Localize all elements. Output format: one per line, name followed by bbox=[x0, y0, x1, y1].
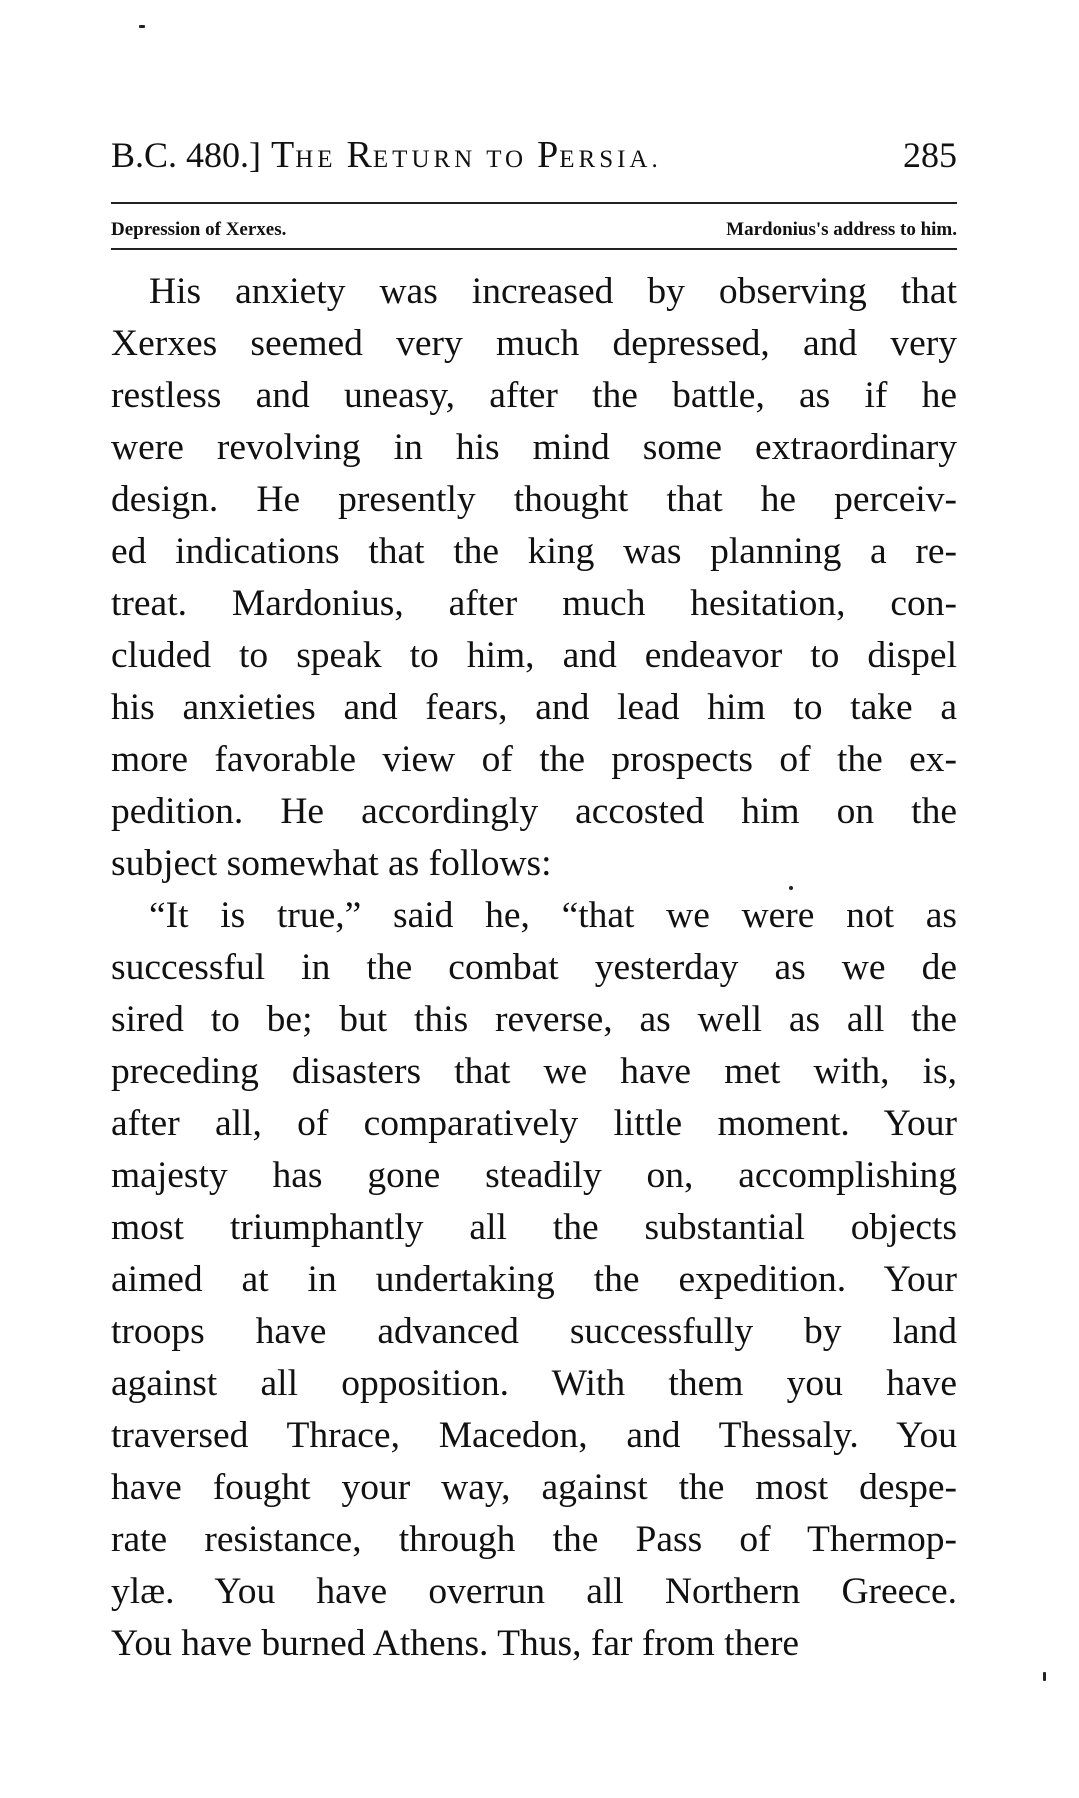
text-line: his anxieties and fears, and lead him to take a bbox=[111, 687, 957, 728]
text-line: rate resistance, through the Pass of Thermop- bbox=[111, 1519, 957, 1560]
text-line: have fought your way, against the most despe- bbox=[111, 1467, 957, 1508]
header-title-initial: P bbox=[537, 134, 560, 176]
header-date: B.C. 480.] bbox=[111, 135, 262, 175]
header-rule bbox=[111, 202, 957, 204]
text-line: aimed at in undertaking the expedition. Your bbox=[111, 1259, 957, 1300]
header-title-word bbox=[271, 135, 337, 175]
text-line: Xerxes seemed very much depressed, and very bbox=[111, 323, 957, 364]
print-speck bbox=[1043, 1672, 1046, 1681]
running-head bbox=[111, 130, 957, 180]
side-note-left: Depression of Xerxes. bbox=[111, 219, 287, 240]
header-title-smallcaps: ETURN bbox=[372, 146, 477, 173]
print-speck bbox=[139, 25, 145, 28]
paragraph bbox=[111, 266, 957, 890]
header-title-smallcaps: HE bbox=[295, 146, 337, 173]
paragraph bbox=[111, 890, 957, 1670]
text-line: sired to be; but this reverse, as well as all the bbox=[111, 999, 957, 1040]
text-line: against all opposition. With them you have bbox=[111, 1363, 957, 1404]
text-line: cluded to speak to him, and endeavor to dispel bbox=[111, 635, 957, 676]
header-title-word bbox=[347, 135, 477, 175]
text-line: most triumphantly all the substantial objects bbox=[111, 1207, 957, 1248]
side-note-right: Mardonius's address to him. bbox=[726, 219, 957, 240]
text-line: successful in the combat yesterday as we de bbox=[111, 947, 957, 988]
text-line: troops have advanced successfully by land bbox=[111, 1311, 957, 1352]
text-line: treat. Mardonius, after much hesitation, con- bbox=[111, 583, 957, 624]
header-title-initial: T bbox=[271, 134, 296, 176]
text-line: subject somewhat as follows: bbox=[111, 843, 552, 884]
text-line: majesty has gone steadily on, accomplishing bbox=[111, 1155, 957, 1196]
text-line: were revolving in his mind some extraordinary bbox=[111, 427, 957, 468]
header-title-word bbox=[537, 135, 662, 175]
text-line: You have burned Athens. Thus, far from there bbox=[111, 1623, 800, 1664]
header-title-smallcaps: ERSIA. bbox=[559, 146, 662, 173]
text-line: pedition. He accordingly accosted him on the bbox=[111, 791, 957, 832]
header-title-initial: R bbox=[346, 134, 373, 176]
text-line: ed indications that the king was planning a re- bbox=[111, 531, 957, 572]
header-title-smallcaps: TO bbox=[486, 146, 528, 173]
header-title-word bbox=[486, 135, 527, 175]
text-line: “It is true,” said he, “that we were not as bbox=[149, 895, 957, 936]
body-text bbox=[111, 266, 957, 1670]
side-notes bbox=[111, 216, 957, 244]
page-number: 285 bbox=[903, 135, 957, 175]
header-title bbox=[271, 130, 662, 185]
text-line: after all, of comparatively little moment. Your bbox=[111, 1103, 957, 1144]
text-line: traversed Thrace, Macedon, and Thessaly. You bbox=[111, 1415, 957, 1456]
text-line: ylæ. You have overrun all Northern Greece. bbox=[111, 1571, 957, 1612]
text-line: restless and uneasy, after the battle, as if he bbox=[111, 375, 957, 416]
text-line: His anxiety was increased by observing that bbox=[149, 271, 957, 312]
text-line: preceding disasters that we have met with, is, bbox=[111, 1051, 957, 1092]
side-note-rule bbox=[111, 248, 957, 250]
text-line: more favorable view of the prospects of the ex- bbox=[111, 739, 957, 780]
text-line: design. He presently thought that he perceiv- bbox=[111, 479, 957, 520]
